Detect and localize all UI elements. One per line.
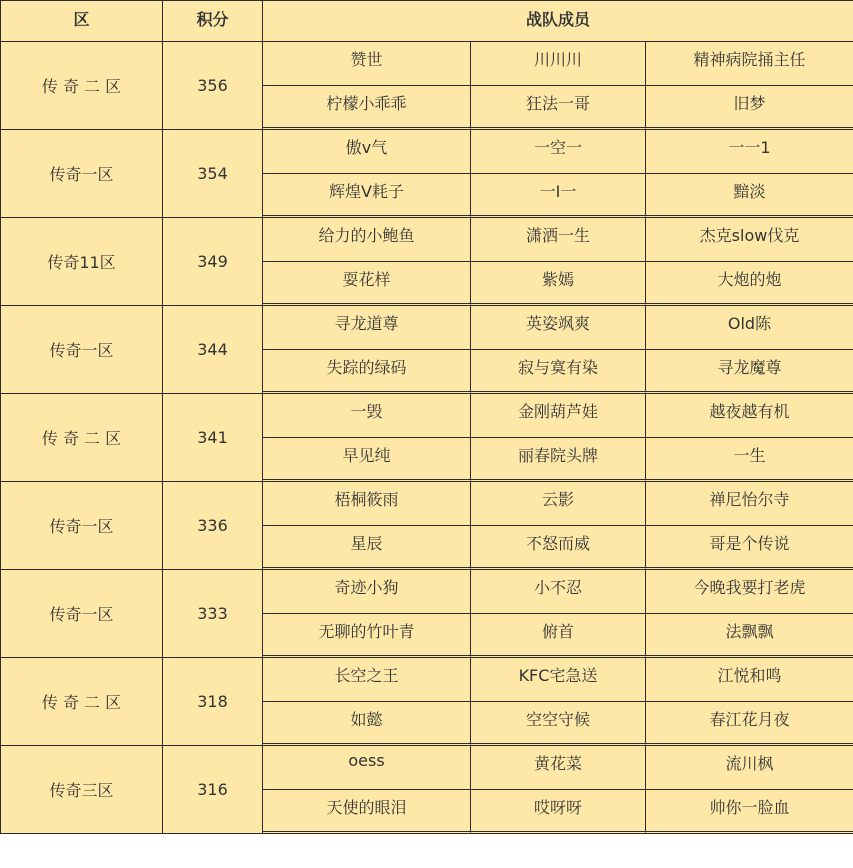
region-cell [1, 570, 163, 658]
team-row [1, 42, 853, 86]
score-cell: 336 [163, 482, 263, 570]
member-name: 流川枫 [646, 746, 853, 790]
member-name: 杰克slow伐克 [646, 218, 853, 262]
member-name: 金刚葫芦娃 [471, 394, 646, 438]
member-name: 潇洒一生 [471, 218, 646, 262]
members-header: 战队成员 [263, 1, 853, 42]
member-name: 寂与寞有染 [471, 350, 646, 394]
region-header: 区 [1, 1, 163, 42]
member-name: 寻龙魔尊 [646, 350, 853, 394]
team-row [1, 218, 853, 262]
member-name: 星辰 [263, 526, 471, 570]
score-cell: 354 [163, 130, 263, 218]
region-label: 传奇一区 [49, 341, 114, 360]
region-label: 传奇一区 [49, 517, 114, 536]
member-name: 寻龙道尊 [263, 306, 471, 350]
member-name: 一一1 [646, 130, 853, 174]
member-name: 英姿飒爽 [471, 306, 646, 350]
member-name: 春江花月夜 [646, 702, 853, 746]
member-name: 越夜越有机 [646, 394, 853, 438]
member-name: 禅尼怡尔寺 [646, 482, 853, 526]
score-cell: 341 [163, 394, 263, 482]
score-cell: 349 [163, 218, 263, 306]
score-header: 积分 [163, 1, 263, 42]
member-name: 今晚我要打老虎 [646, 570, 853, 614]
member-name: 辉煌V耗子 [263, 174, 471, 218]
region-cell [1, 218, 163, 306]
member-name: 大炮的炮 [646, 262, 853, 306]
region-label: 传奇11区 [47, 253, 116, 272]
team-row [1, 394, 853, 438]
region-label: 传奇三区 [49, 781, 114, 800]
member-name: 精神病院捅主任 [646, 42, 853, 86]
team-row [1, 746, 853, 790]
member-name: 哎呀呀 [471, 790, 646, 834]
member-name: 空空守候 [471, 702, 646, 746]
region-label: 传 奇 二 区 [41, 77, 122, 96]
member-name: 早见纯 [263, 438, 471, 482]
member-name: 耍花样 [263, 262, 471, 306]
team-row [1, 658, 853, 702]
member-name: 黯淡 [646, 174, 853, 218]
score-cell: 356 [163, 42, 263, 130]
member-name: 柠檬小乖乖 [263, 86, 471, 130]
member-name: 旧梦 [646, 86, 853, 130]
member-name: 不怒而威 [471, 526, 646, 570]
member-name: KFC宅急送 [471, 658, 646, 702]
score-cell: 318 [163, 658, 263, 746]
score-cell: 316 [163, 746, 263, 834]
region-cell [1, 746, 163, 834]
member-name: 帅你一脸血 [646, 790, 853, 834]
score-cell: 333 [163, 570, 263, 658]
team-row [1, 306, 853, 350]
member-name: 给力的小鲍鱼 [263, 218, 471, 262]
member-name: 紫嫣 [471, 262, 646, 306]
team-row [1, 482, 853, 526]
region-label: 传奇一区 [49, 605, 114, 624]
member-name: 俯首 [471, 614, 646, 658]
region-cell [1, 42, 163, 130]
score-cell: 344 [163, 306, 263, 394]
member-name: 长空之王 [263, 658, 471, 702]
region-label: 传 奇 二 区 [41, 429, 122, 448]
region-cell [1, 130, 163, 218]
member-name: 失踪的绿码 [263, 350, 471, 394]
member-name: 一空一 [471, 130, 646, 174]
member-name: 法飘飘 [646, 614, 853, 658]
member-name: 哥是个传说 [646, 526, 853, 570]
header-row [1, 1, 853, 42]
member-name: 川川川 [471, 42, 646, 86]
member-name: 云影 [471, 482, 646, 526]
member-name: Old陈 [646, 306, 853, 350]
member-name: 如懿 [263, 702, 471, 746]
member-name: 黄花菜 [471, 746, 646, 790]
member-name: 奇迹小狗 [263, 570, 471, 614]
region-label: 传 奇 二 区 [41, 693, 122, 712]
region-cell [1, 394, 163, 482]
region-cell [1, 482, 163, 570]
team-row [1, 570, 853, 614]
member-name: oess [263, 746, 471, 790]
member-name: 丽春院头牌 [471, 438, 646, 482]
member-name: 一生 [646, 438, 853, 482]
member-name: 小不忍 [471, 570, 646, 614]
region-cell [1, 306, 163, 394]
member-name: 一毁 [263, 394, 471, 438]
member-name: 天使的眼泪 [263, 790, 471, 834]
member-name: 无聊的竹叶青 [263, 614, 471, 658]
team-row [1, 130, 853, 174]
team-list [1, 42, 853, 834]
member-name: 傲v气 [263, 130, 471, 174]
region-cell [1, 658, 163, 746]
member-name: 赞世 [263, 42, 471, 86]
member-name: 狂法一哥 [471, 86, 646, 130]
member-name: 一I一 [471, 174, 646, 218]
region-label: 传奇一区 [49, 165, 114, 184]
member-name: 梧桐筱雨 [263, 482, 471, 526]
member-name: 江悦和鸣 [646, 658, 853, 702]
